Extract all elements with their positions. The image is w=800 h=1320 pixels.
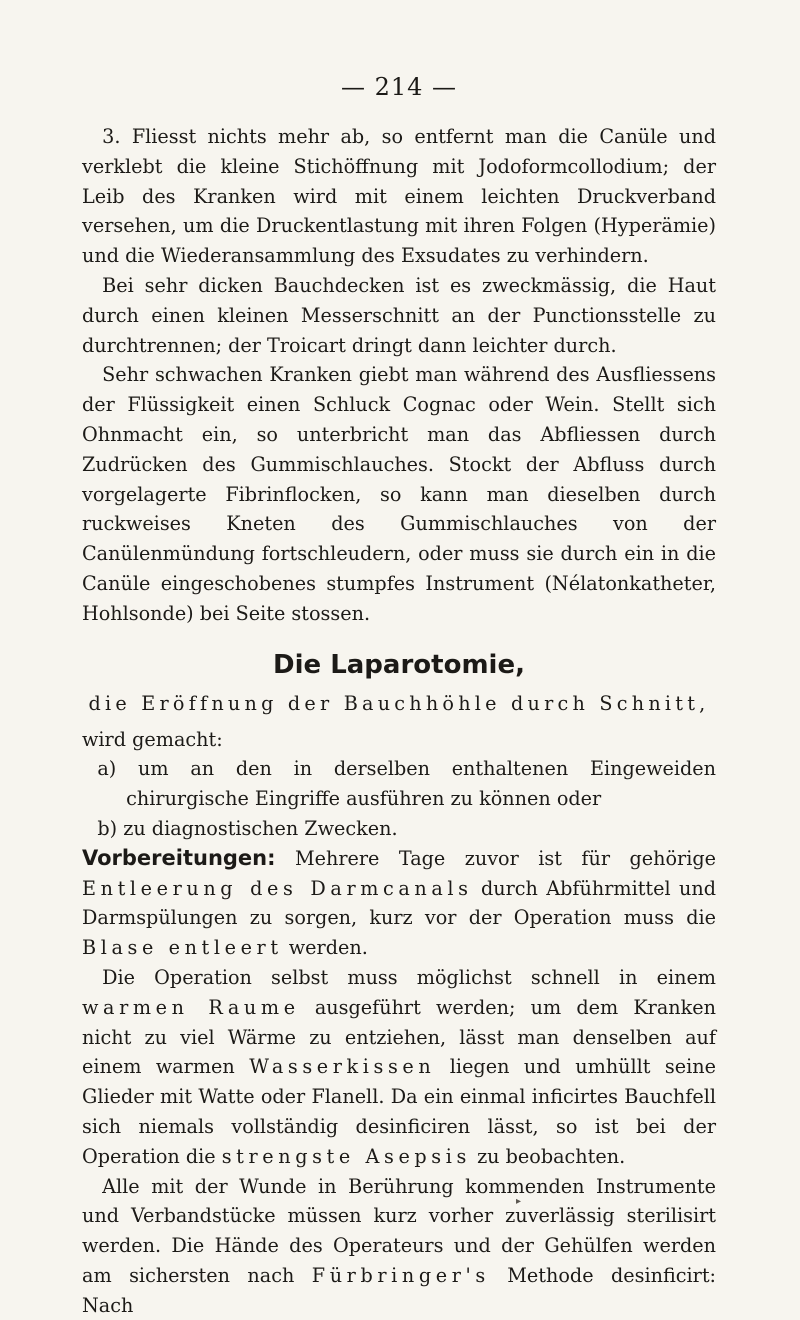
list-item-b: b) zu diagnostischen Zwecken. [82,814,716,844]
last-emphasis-1: Fürbringer's [312,1264,490,1287]
paragraph-preparations [82,844,716,963]
op-emphasis-1: warmen Raume [82,996,300,1019]
section-subheading: die Eröffnung der Bauchhöhle durch Schnitt, [82,689,716,719]
op-text-4: zu beobachten. [471,1145,625,1168]
paragraph-thick-abdominal-wall: Bei sehr dicken Bauchdecken ist es zweckmässig, die Haut durch einen kleinen Messerschnitt an der Punctionsstelle zu durchtrennen; der Troicart dringt dann leichter durch. [82,271,716,360]
list-item-a: a) um an den in derselben enthaltenen Eingeweiden chirurgische Eingriffe ausführen zu können oder [82,754,716,814]
op-text-3: liegen und umhüllt seine Glieder mit Watte oder Flanell. Da ein einmal inficirtes Bauchfell sich niemals vollständig desinficiren lässt, so ist bei der Operation die [82,1055,716,1167]
prep-emphasis-1: Entleerung des Darmcanals [82,877,473,900]
paragraph-sterilisation [82,1172,716,1320]
section-heading: Die Laparotomie, [82,649,716,681]
op-emphasis-2: Wasserkissen [249,1055,435,1078]
intro-line: wird gemacht: [82,725,716,755]
prep-text-1: Mehrere Tage zuvor ist für gehörige [276,847,716,870]
op-text-2: ausgeführt werden; um dem Kranken nicht zu viel Wärme zu entziehen, lässt man denselben auf einem warmen [82,996,716,1079]
last-text-2: Methode desinficirt: Nach [82,1264,716,1317]
paragraph-weak-patients: Sehr schwachen Kranken giebt man während des Ausfliessens der Flüssigkeit einen Schluck Cognac oder Wein. Stellt sich Ohnmacht ein, so unterbricht man das Abfliessen durch Zudrücken des Gummischlauches. Stockt der Abfluss durch vorgelagerte Fibrinflocken, so kann man dieselben durch ruckweises Kneten des Gummischlauches von der Canülenmündung fortschleudern, oder muss sie durch ein in die Canüle eingeschobenes stumpfes Instrument (Nélatonkatheter, Hohlsonde) bei Seite stossen. [82,360,716,628]
print-mark-icon: ▸ [516,1196,521,1207]
prep-emphasis-2: Blase entleert [82,936,283,959]
paragraph-operation [82,963,716,1172]
preparations-lead: Vorbereitungen: [82,846,276,870]
prep-text-2: durch Abführmittel und Darmspülungen zu sorgen, kurz vor der Operation muss die [82,877,716,930]
prep-text-3: werden. [283,936,368,959]
op-emphasis-3: strengste Asepsis [222,1145,471,1168]
page-number: — 214 — [82,72,716,102]
op-text-1: Die Operation selbst muss möglichst schnell in einem [102,966,716,989]
last-text-1: Alle mit der Wunde in Berührung kommenden Instrumente und Verbandstücke müssen kurz vorher zuverlässig sterilisirt werden. Die Hände des Operateurs und der Gehülfen werden am sichersten nach [82,1175,716,1287]
paragraph-drainage-end: 3. Fliesst nichts mehr ab, so entfernt man die Canüle und verklebt die kleine Stichöffnung mit Jodoformcollodium; der Leib des Kranken wird mit einem leichten Druckverband versehen, um die Druckentlastung mit ihren Folgen (Hyperämie) und die Wiederansammlung des Exsudates zu verhindern. [82,122,716,271]
